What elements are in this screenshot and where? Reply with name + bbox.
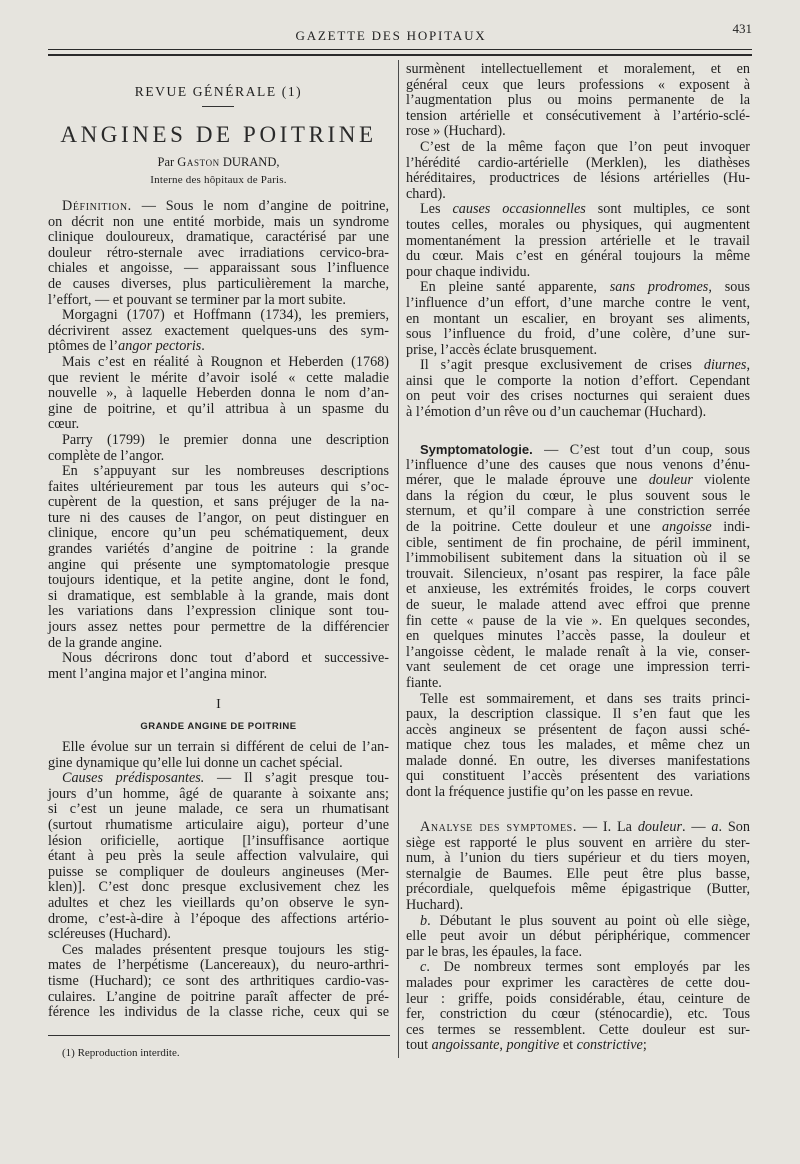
text-line	[406, 645, 750, 661]
text-line	[48, 1005, 389, 1021]
text-line	[406, 312, 750, 328]
text-line	[406, 1007, 750, 1023]
line-text: général ceux que leurs professions « exposent à	[406, 76, 750, 93]
text-line	[406, 707, 750, 723]
italic-text: constrictive	[576, 1037, 643, 1054]
text-line	[48, 802, 389, 818]
line-text	[62, 770, 389, 786]
text-line	[48, 865, 389, 881]
line-text: fin cette « pause de la vie ». En quelques secondes,	[406, 612, 750, 629]
text-run: ,	[746, 357, 750, 374]
line-text: tisme (Huchard); ce sont des arthritiques cardio-vas-	[48, 972, 389, 989]
italic-text: angoisse	[662, 518, 712, 535]
text-run: .	[201, 338, 205, 355]
part-heading: GRANDE ANGINE DE POITRINE	[140, 721, 297, 732]
text-line	[406, 296, 750, 312]
text-line	[48, 433, 389, 449]
line-text: angine qui présente une symptomatologie presque	[48, 556, 389, 573]
text-line	[48, 339, 389, 355]
line-text: décrivirent assez exactement quelques-uns des sym-	[48, 322, 389, 339]
text-line	[48, 230, 389, 246]
text-line	[406, 140, 750, 156]
text-line	[406, 156, 750, 172]
italic-text: sans prodromes	[609, 279, 709, 296]
line-text: cœur.	[48, 416, 80, 433]
text-line	[406, 473, 750, 489]
italic-text: c	[420, 959, 427, 976]
text-run: . Débutant le plus souvent au point où elle siège,	[427, 912, 750, 929]
text-line	[48, 974, 389, 990]
text-line	[406, 442, 750, 458]
line-text: si c’est un jeune malade, ce sera un rhumatisant	[48, 801, 389, 818]
line-text: momentanément la pression artérielle et le travail	[406, 232, 750, 249]
text-line	[406, 78, 750, 94]
line-text: dont la fréquence justifie qu’on les passe en revue.	[406, 784, 694, 801]
page-number: 431	[732, 21, 752, 36]
author-affiliation: Interne des hôpitaux de Paris.	[150, 174, 287, 186]
line-text	[406, 1037, 647, 1053]
line-text: leur : griffe, poids considérable, étau, ceinture de	[406, 990, 750, 1007]
text-line	[48, 558, 389, 574]
author-first-name: Gaston	[177, 155, 220, 169]
text-line	[48, 849, 389, 865]
line-text: ment l’angina major et l’angina minor.	[48, 665, 268, 682]
text-line	[406, 458, 750, 474]
text-line	[406, 265, 750, 281]
text-line	[406, 202, 750, 218]
line-text: férence les individus de la classe riche, ceux qui se	[48, 1004, 389, 1021]
line-text: grandes variétés d’angine de poitrine : la grande	[48, 541, 389, 558]
text-line	[406, 754, 750, 770]
text-line	[48, 199, 389, 215]
byline	[48, 154, 389, 170]
line-text: scléreuses (Huchard).	[48, 926, 171, 943]
text-line	[406, 660, 750, 676]
text-run: En pleine santé apparente,	[420, 279, 610, 296]
line-text: Morgagni (1707) et Hoffmann (1734), les premiers,	[62, 307, 389, 324]
footnote: (1) Reproduction interdite.	[62, 1047, 180, 1059]
italic-text: douleur	[648, 472, 693, 489]
text-line	[48, 620, 389, 636]
text-line	[406, 504, 750, 520]
text-line	[406, 93, 750, 109]
line-text: puisse se compliquer de douleurs angineuses (Mer-	[48, 863, 389, 880]
line-text: clinique, encore qu’un peu schématiquement, deux	[48, 525, 389, 542]
line-text	[420, 959, 750, 975]
line-text: l’hérédité cardio-artérielle (Merklen), les diathèses	[406, 154, 750, 171]
line-text: adultes et chez les vieillards qu’on observe le syn-	[48, 894, 389, 911]
line-text: drome, c’est-à-dire à l’époque des affections artério-	[48, 910, 389, 927]
line-text	[48, 338, 205, 354]
text-line	[48, 604, 389, 620]
text-line	[406, 489, 750, 505]
text-line	[406, 234, 750, 250]
text-line	[406, 327, 750, 343]
text-line	[406, 992, 750, 1008]
text-line	[406, 343, 750, 359]
line-text: à l’émotion d’un rêve ou d’un cauchemar (Huchard).	[406, 404, 707, 421]
text-run: — C’est tout d’un coup, sous	[532, 442, 750, 458]
line-text: étant à peu près la seule affection valvulaire, qui	[48, 848, 389, 865]
continuation-text-block	[406, 62, 750, 421]
text-run: de la poitrine. Cette douleur et une	[406, 518, 663, 535]
text-line	[406, 218, 750, 234]
line-text	[406, 519, 750, 535]
text-line	[406, 405, 750, 421]
line-text: En s’appuyant sur les nombreuses descriptions	[62, 463, 389, 480]
text-line	[48, 277, 389, 293]
text-line	[406, 551, 750, 567]
text-line	[48, 371, 389, 387]
text-line	[48, 480, 389, 496]
line-text: précordiale, quelquefois même épigastrique (Butter,	[406, 881, 750, 898]
line-text	[420, 819, 750, 835]
line-text: prise, l’accès éclate brusquement.	[406, 341, 598, 358]
line-text: siège est rapporté le plus souvent en arrière du ster-	[406, 834, 750, 851]
text-run: — Il s’agit presque tou-	[204, 770, 389, 787]
line-text: cible, sentiment de fin prochaine, de péril imminent,	[406, 534, 750, 551]
line-text: ture ni des causes de l’angor, on peut distinguer en	[48, 509, 389, 526]
text-line	[406, 62, 750, 78]
line-text: l’influence d’un effort, d’une marche contre le vent,	[406, 294, 750, 311]
text-line	[406, 187, 750, 203]
text-line	[48, 495, 389, 511]
line-text: de sueur, le malade attend avec effroi que prenne	[406, 596, 750, 613]
text-line	[48, 261, 389, 277]
line-text: l’angoisse cèdent, le malade renaît à la vie, conser-	[406, 643, 750, 660]
section-title: REVUE GÉNÉRALE (1)	[134, 84, 303, 99]
text-line	[406, 882, 750, 898]
text-line	[406, 785, 750, 801]
text-line	[48, 589, 389, 605]
text-line	[48, 818, 389, 834]
line-text: on décrit non une entité morbide, mais un syndrome	[48, 213, 389, 230]
line-text: cupèrent de la question, et sans préjuger de la na-	[48, 494, 389, 511]
line-text: sternalgie de Baumes. Elle peut être plus basse,	[406, 865, 750, 882]
line-text	[420, 279, 750, 295]
text-line	[406, 1038, 750, 1054]
text-line	[406, 1023, 750, 1039]
text-line	[48, 215, 389, 231]
line-text: culaires. L’angine de poitrine paraît affecter de pré-	[48, 988, 389, 1005]
text-line	[406, 723, 750, 739]
footnote-rule	[48, 1035, 390, 1036]
text-line	[48, 526, 389, 542]
line-text: sous l’influence du froid, d’une colère, d’une sur-	[406, 326, 750, 343]
text-line	[406, 929, 750, 945]
text-run: tout	[406, 1037, 432, 1054]
text-line	[406, 676, 750, 692]
line-text: ces termes se ressemblent. Cette douleur est sur-	[406, 1021, 750, 1038]
line-text: l’immobilisent subitement dans la situation où il se	[406, 550, 750, 567]
line-text	[420, 913, 750, 929]
line-text: elle peut avoir un début périphérique, commencer	[406, 928, 750, 945]
line-text: pour chaque individu.	[406, 263, 531, 280]
text-line	[48, 912, 389, 928]
text-line	[406, 614, 750, 630]
line-text: l’effort, — et pouvant se terminer par la mort subite.	[48, 291, 346, 308]
line-text: malades pour exprimer les caractères de cette dou-	[406, 974, 750, 991]
line-text: Parry (1799) le premier donna une description	[62, 431, 389, 448]
italic-text: Causes prédisposantes.	[62, 770, 205, 787]
small-caps-text: Analyse des symptomes.	[420, 819, 577, 835]
text-run: indi-	[711, 518, 750, 535]
text-line	[406, 836, 750, 852]
text-line	[406, 520, 750, 536]
line-text: toujours identique, et la petite angine, dont le fond,	[48, 572, 389, 589]
text-line	[48, 896, 389, 912]
text-run: . —	[681, 819, 712, 835]
column-divider	[398, 60, 399, 1058]
text-run: Il s’agit presque exclusivement de crises	[420, 357, 704, 374]
line-text: complète de l’angor.	[48, 447, 165, 464]
text-line	[406, 171, 750, 187]
line-text: par le bras, les épaules, la face.	[406, 943, 583, 960]
text-line	[48, 355, 389, 371]
text-line	[406, 976, 750, 992]
line-text: sternum, et qu’il compare à une constriction serrée	[406, 503, 750, 520]
text-line	[406, 914, 750, 930]
line-text	[420, 201, 750, 217]
line-text: surmènent intellectuellement et moralement, et en	[406, 61, 750, 77]
line-text: trouvait. Silencieux, n’osant pas respirer, la face pâle	[406, 565, 750, 582]
text-line	[48, 880, 389, 896]
text-line	[48, 771, 389, 787]
line-text: lésion orificielle, aortique [l’insuffisance aortique	[48, 832, 389, 849]
line-text: Mais c’est en réalité à Rougnon et Heberden (1768)	[62, 353, 389, 370]
text-line	[48, 464, 389, 480]
text-line	[48, 511, 389, 527]
grande-angine-text-block	[48, 740, 389, 1021]
line-text: Huchard).	[406, 896, 464, 913]
line-text	[420, 442, 750, 458]
author-last-name: DURAND,	[222, 155, 280, 169]
line-text: C’est de la même façon que l’on peut invoquer	[420, 138, 750, 155]
text-line	[48, 573, 389, 589]
text-line	[406, 249, 750, 265]
text-line	[406, 769, 750, 785]
text-line	[48, 417, 389, 433]
line-text: dans la région du cœur, le plus souvent sous le	[406, 487, 750, 504]
text-line	[48, 386, 389, 402]
text-run: , sous	[708, 279, 750, 296]
italic-text: causes occasionnelles	[452, 201, 586, 218]
line-text: Nous décrirons donc tout d’abord et successive-	[62, 650, 389, 667]
text-run: ,	[499, 1037, 507, 1054]
line-text: Telle est sommairement, et dans ses traits princi-	[420, 690, 750, 707]
line-text: si dramatique, est semblable à la grande, mais dont	[48, 587, 389, 604]
line-text: l’influence d’une des causes que nous venons d’énu-	[406, 456, 750, 473]
text-line	[48, 293, 389, 309]
text-line	[406, 692, 750, 708]
running-title: GAZETTE DES HOPITAUX	[295, 28, 487, 43]
line-text: malade donné. En outre, les diverses manifestations	[406, 752, 750, 769]
text-run: Les	[420, 201, 453, 218]
text-line	[406, 960, 750, 976]
line-text: klen)]. C’est donc presque exclusivement chez les	[48, 879, 389, 896]
text-line	[48, 651, 389, 667]
line-text: (surtout rhumatisme articulaire aigu), porteur d’une	[48, 816, 389, 833]
text-line	[406, 374, 750, 390]
text-line	[406, 124, 750, 140]
text-line	[406, 898, 750, 914]
line-text: on peut voir des crises nocturnes qui seraient dues	[406, 388, 750, 405]
line-text: gine de poitrine, et qu’il attribua à un spasme du	[48, 400, 389, 417]
line-text: de la grande angine.	[48, 634, 163, 651]
text-line	[406, 867, 750, 883]
text-run: — I. La	[576, 819, 638, 835]
text-line	[406, 598, 750, 614]
line-text	[420, 357, 750, 373]
line-text: faites ultérieurement par tous les auteurs qui s’oc-	[48, 478, 389, 495]
line-text: chiales et angoisse, — apparaissant sous l’influence	[48, 260, 389, 277]
text-run: et	[559, 1037, 577, 1054]
text-run: . Son	[718, 819, 750, 835]
italic-text: angoissante	[431, 1037, 500, 1054]
text-line	[406, 582, 750, 598]
definition-text-block	[48, 199, 389, 682]
line-text: mates de l’herpétisme (Lancereaux), du neuro-arthri-	[48, 957, 389, 974]
symptomatology-text-block	[406, 442, 750, 801]
line-text: en montant un escalier, en broyant ses aliments,	[406, 310, 750, 327]
text-line	[406, 738, 750, 754]
line-text: que revient le mérite d’avoir isolé « cette maladie	[48, 369, 389, 386]
header-rule-thick	[48, 54, 752, 56]
text-line	[406, 820, 750, 836]
line-text: rose » (Huchard).	[406, 123, 506, 140]
line-text: clinique douloureux, dramatique, caractérisé par une	[48, 229, 389, 246]
text-line	[48, 449, 389, 465]
text-run: violente	[692, 472, 751, 489]
line-text: vant seulement de cet orage une impression terri-	[406, 659, 750, 676]
line-text: jours d’un homme, âgé de quarante à soixante ans;	[48, 785, 389, 802]
text-run: mérer, que le malade éprouve une	[406, 472, 649, 489]
line-text: qui constituent l’accès présentent des variations	[406, 768, 750, 785]
article-title: ANGINES DE POITRINE	[60, 122, 377, 147]
text-line	[406, 567, 750, 583]
symptom-analysis-text-block	[406, 820, 750, 1054]
text-run: sont multiples, ce sont	[585, 201, 750, 218]
text-line	[48, 667, 389, 683]
italic-text: pongitive	[506, 1037, 560, 1054]
text-line	[406, 358, 750, 374]
text-line	[406, 109, 750, 125]
line-text: tension artérielle et consécutivement à l’artério-sclé-	[406, 107, 750, 124]
line-text: de causes diverses, plus particulièrement la marche,	[48, 275, 389, 292]
italic-text: angor pectoris	[118, 338, 202, 355]
text-line	[48, 943, 389, 959]
italic-text: a	[711, 819, 719, 835]
byline-prefix: Par	[157, 155, 175, 169]
text-line	[48, 324, 389, 340]
text-line	[406, 629, 750, 645]
text-run: ;	[642, 1037, 647, 1054]
text-line	[48, 787, 389, 803]
run-in-heading: Symptomatologie.	[420, 442, 533, 457]
line-text: du cœur. Mais c’est en général toujours la même	[406, 248, 750, 265]
text-run: — Sous le nom d’angine de poitrine,	[131, 198, 389, 214]
line-text: douleur rétro-sternale avec irradiations cervico-bra-	[48, 244, 389, 261]
line-text: paux, la description classique. Il s’en faut que les	[406, 706, 750, 723]
text-line	[48, 246, 389, 262]
text-run: ptômes de l’	[48, 338, 119, 355]
text-line	[406, 851, 750, 867]
text-line	[48, 958, 389, 974]
line-text: Ces malades présentent presque toujours les stig-	[62, 941, 389, 958]
line-text: nouvelle », à laquelle Heberden donna le nom d’an-	[48, 385, 389, 402]
text-line	[48, 542, 389, 558]
italic-text: b	[420, 912, 428, 929]
text-line	[48, 308, 389, 324]
line-text: accès angineux se présentent de façon aussi sché-	[406, 721, 750, 738]
line-text: chard).	[406, 185, 446, 202]
line-text: matique chez tous les malades, et même chez un	[406, 737, 750, 754]
text-line	[48, 402, 389, 418]
line-text: jours assez nettes pour permettre de la différencier	[48, 619, 389, 636]
text-line	[48, 756, 389, 772]
text-run: . De nombreux termes sont employés par les	[426, 959, 750, 976]
line-text: Elle évolue sur un terrain si différent de celui de l’an-	[62, 739, 389, 755]
italic-text: diurnes	[703, 357, 747, 374]
text-line	[406, 280, 750, 296]
small-caps-text: Définition.	[62, 198, 132, 214]
text-line	[406, 945, 750, 961]
line-text: les variations dans l’expression clinique sont tou-	[48, 603, 389, 620]
line-text: fiante.	[406, 674, 442, 691]
line-text: ainsi que le comporte la notion d’effort. Cependant	[406, 372, 750, 389]
part-number: I	[216, 697, 221, 712]
line-text	[406, 472, 750, 488]
text-line	[48, 740, 389, 756]
text-line	[48, 834, 389, 850]
text-line	[48, 990, 389, 1006]
text-line	[48, 927, 389, 943]
line-text: l’augmentation plus ou moins permanente de la	[406, 92, 750, 109]
line-text: toutes celles, morales ou physiques, qui augmentent	[406, 216, 750, 233]
line-text: num, à l’union du tiers supérieur et du tiers moyen,	[406, 850, 750, 867]
line-text: gine dynamique qu’elle lui donne un cachet spécial.	[48, 754, 343, 771]
line-text: héréditaires, productrices de lésions artérielles (Hu-	[406, 170, 750, 187]
line-text: en quelques minutes l’accès passe, la douleur et	[406, 628, 750, 645]
italic-text: douleur	[637, 819, 682, 835]
text-line	[48, 636, 389, 652]
line-text: et anxieuse, les extrémités froides, le corps couvert	[406, 581, 750, 598]
title-rule	[202, 106, 234, 107]
line-text	[62, 198, 389, 214]
line-text: fer, constriction du cœur (sténocardie), etc. Tous	[406, 1006, 750, 1023]
header-rule	[48, 49, 752, 50]
text-line	[406, 389, 750, 405]
text-line	[406, 536, 750, 552]
